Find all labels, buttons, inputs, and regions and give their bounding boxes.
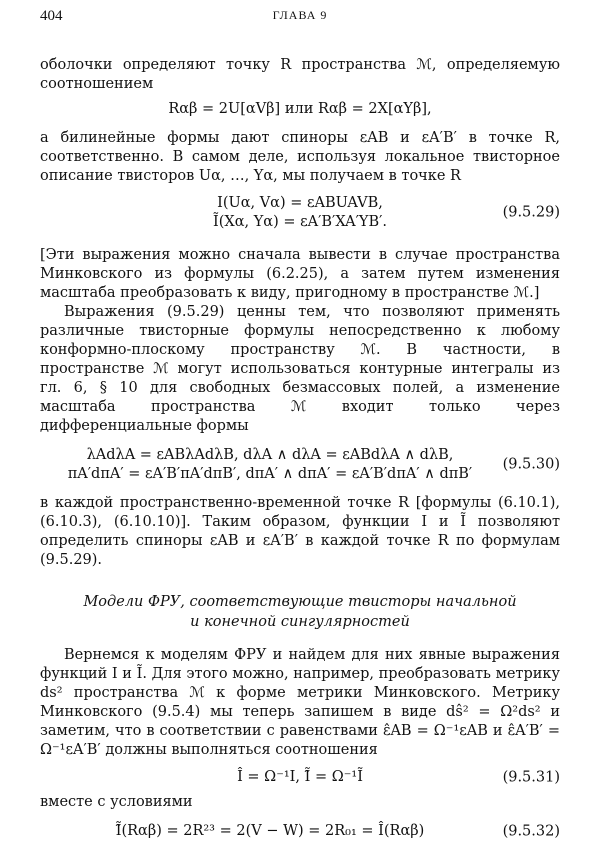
paragraph: в каждой пространственно-временной точке R [формулы (6.10.1), (6.10.3), (6.10.10)]. Таким образом, функции I и Ĩ позволяют определить спиноры εAB и εA′B′ в каждой точке R по формулам (9.5.29). [40, 495, 560, 568]
paragraph: а билинейные формы дают спиноры εAB и εA′B′ в точке R, соответственно. В самом деле, используя локальное твисторное описание твисторов Uα, …, Yα, мы получаем в точке R [40, 130, 560, 184]
page-number: 404 [40, 8, 63, 24]
equation-block [40, 446, 560, 484]
equation-text: Rαβ = 2U[αVβ] или Rαβ = 2X[αYβ], [168, 101, 432, 117]
equation-line: πA′dπA′ = εA′B′πA′dπB′, dπA′ ∧ dπA′ = εA′B′dπA′ ∧ dπB′ [67, 466, 473, 482]
section-title-line: и конечной сингулярностей [190, 614, 410, 630]
chapter-title: ГЛАВА 9 [272, 8, 328, 22]
equation-line: λAdλA = εABλAdλB, dλA ∧ dλA = εABdλA ∧ dλB, [86, 447, 454, 463]
paragraph: оболочки определяют точку R пространства ℳ, определяемую соотношением [40, 57, 560, 92]
equation [40, 822, 560, 841]
equation [40, 768, 560, 787]
paragraph: [Эти выражения можно сначала вывести в случае пространства Минковского из формулы (6.2.25), а затем путем изменения масштаба преобразовать к виду, пригодному в пространстве ℳ.] [40, 247, 560, 301]
equation-number: (9.5.30) [502, 456, 560, 473]
equation-text: Ĩ̂(Rαβ) = 2R²³ = 2(V − W) = 2R₀₁ = Î(Rαβ) [115, 823, 425, 839]
equation-text: Î = Ω⁻¹I, Ĩ̂ = Ω⁻¹Ĩ [237, 769, 363, 785]
paragraph: вместе с условиями [40, 794, 193, 810]
equation-line: I(Uα, Vα) = εABUAVB, [217, 195, 383, 211]
paragraph: Выражения (9.5.29) ценны тем, что позволяют применять различные твисторные формулы непосредственно к любому конформно-плоскому пространству ℳ. В частности, в пространстве ℳ могут использоваться контурные интегралы из гл. 6, § 10 для свободных безмассовых полей, а изменение масштаба пространства ℳ входит только через дифференциальные формы [40, 304, 560, 434]
section-title-line: Модели ФРУ, соответствующие твисторы начальной [83, 594, 517, 610]
equation-number: (9.5.29) [502, 204, 560, 221]
equation-block [40, 194, 560, 232]
equation-number: (9.5.31) [502, 769, 560, 785]
equation [40, 100, 560, 119]
section-heading [40, 592, 560, 632]
running-header [40, 8, 560, 28]
page-body [40, 56, 560, 841]
equation-line: Ĩ(Xα, Yα) = εA′B′XA′YB′. [212, 214, 388, 230]
equation-number: (9.5.32) [502, 823, 560, 839]
paragraph: Вернемся к моделям ФРУ и найдем для них явные выражения функций I и Ĩ. Для этого можно, например, преобразовать метрику ds² пространства ℳ к форме метрики Минковского. Метрику Минковского (9.5.4) мы теперь запишем в виде dŝ² = Ω²ds² и заметим, что в соответствии с равенствами ε̂AB = Ω⁻¹εAB и ε̂A′B′ = Ω⁻¹εA′B′ должны выполняться соотношения [40, 647, 560, 758]
